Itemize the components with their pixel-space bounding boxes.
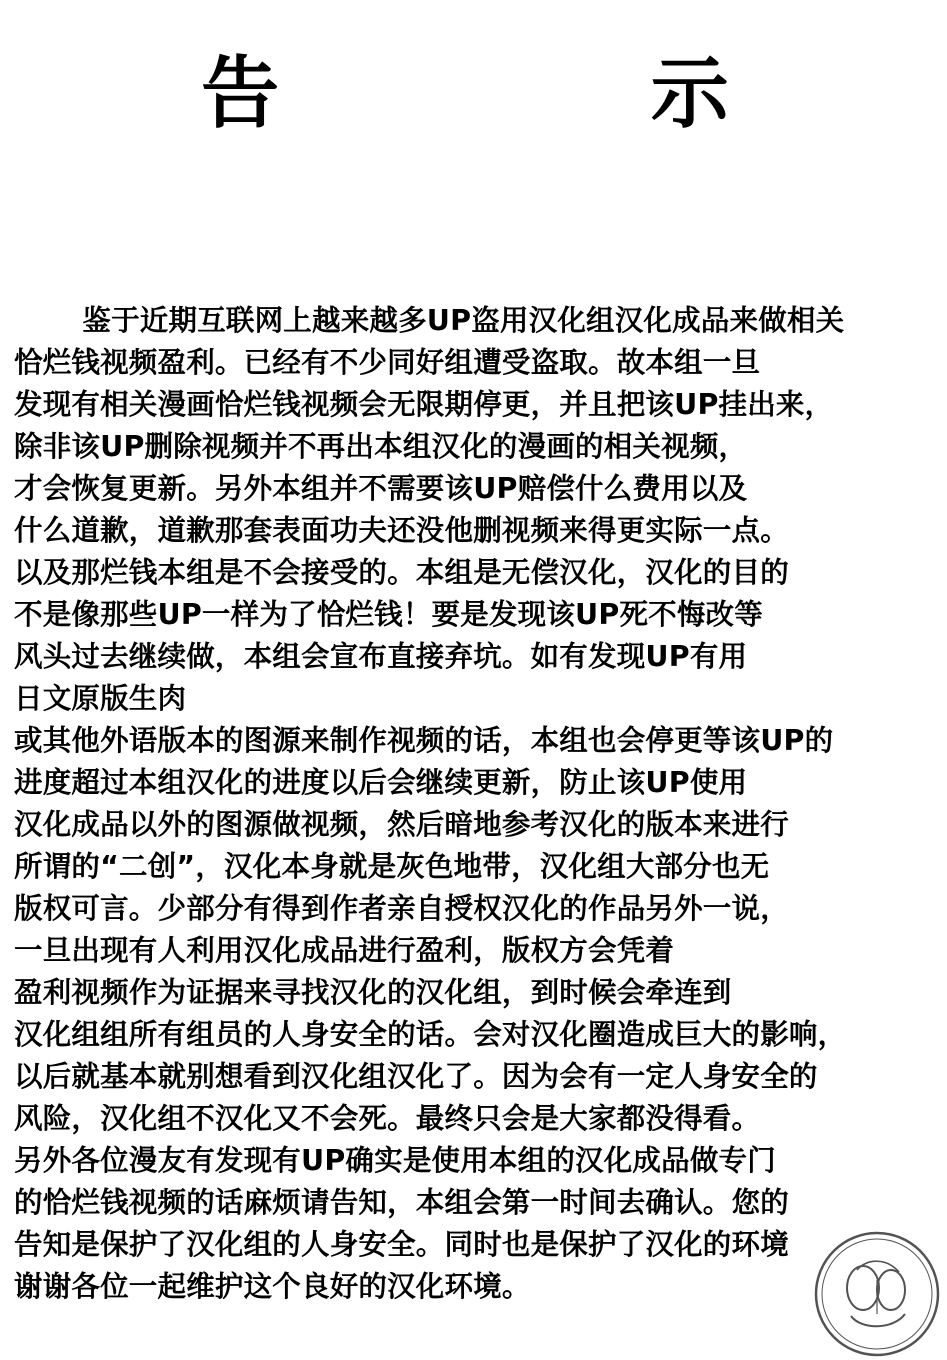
body-line: 除非该UP删除视频并不再出本组汉化的漫画的相关视频，	[14, 430, 748, 463]
body-line: 或其他外语版本的图源来制作视频的话，本组也会停更等该UP的	[14, 724, 834, 757]
body-line: 谢谢各位一起维护这个良好的汉化环境。	[14, 1270, 531, 1303]
body-line: 恰烂钱视频盈利。已经有不少同好组遭受盗取。故本组一旦	[14, 346, 761, 379]
body-line: 不是像那些UP一样为了恰烂钱！要是发现该UP死不悔改等	[14, 598, 763, 631]
body-line: 才会恢复更新。另外本组并不需要该UP赔偿什么费用以及	[14, 472, 748, 505]
notice-body	[14, 300, 934, 1308]
body-line: 什么道歉，道歉那套表面功夫还没他删视频来得更实际一点。	[14, 514, 789, 547]
body-line: 风险，汉化组不汉化又不会死。最终只会是大家都没得看。	[14, 1102, 761, 1135]
body-line: 的恰烂钱视频的话麻烦请告知，本组会第一时间去确认。您的	[14, 1186, 789, 1219]
body-line: 版权可言。少部分有得到作者亲自授权汉化的作品另外一说，	[14, 892, 789, 925]
body-line: 所谓的“二创”，汉化本身就是灰色地带，汉化组大部分也无	[14, 850, 770, 883]
body-line: 另外各位漫友有发现有UP确实是使用本组的汉化成品做专门	[14, 1144, 776, 1177]
body-line: 汉化成品以外的图源做视频，然后暗地参考汉化的版本来进行	[14, 808, 789, 841]
body-line: 一旦出现有人利用汉化成品进行盈利，版权方会凭着	[14, 934, 675, 967]
body-line: 汉化组组所有组员的人身安全的话。会对汉化圈造成巨大的影响，	[14, 1018, 847, 1051]
body-line: 风头过去继续做，本组会宣布直接弃坑。如有发现UP有用	[14, 640, 748, 673]
body-line: 以及那烂钱本组是不会接受的。本组是无偿汉化，汉化的目的	[14, 556, 789, 589]
body-line: 日文原版生肉	[14, 682, 187, 715]
page-title: 告 示	[201, 49, 746, 139]
body-line: 鉴于近期互联网上越来越多UP盗用汉化组汉化成品来做相关	[82, 304, 845, 337]
body-line: 以后就基本就别想看到汉化组汉化了。因为会有一定人身安全的	[14, 1060, 818, 1093]
body-line: 盈利视频作为证据来寻找汉化的汉化组，到时候会牵连到	[14, 976, 732, 1009]
body-line: 发现有相关漫画恰烂钱视频会无限期停更，并且把该UP挂出来，	[14, 388, 834, 421]
body-line: 告知是保护了汉化组的人身安全。同时也是保护了汉化的环境	[14, 1228, 789, 1261]
body-line: 进度超过本组汉化的进度以后会继续更新，防止该UP使用	[14, 766, 748, 799]
